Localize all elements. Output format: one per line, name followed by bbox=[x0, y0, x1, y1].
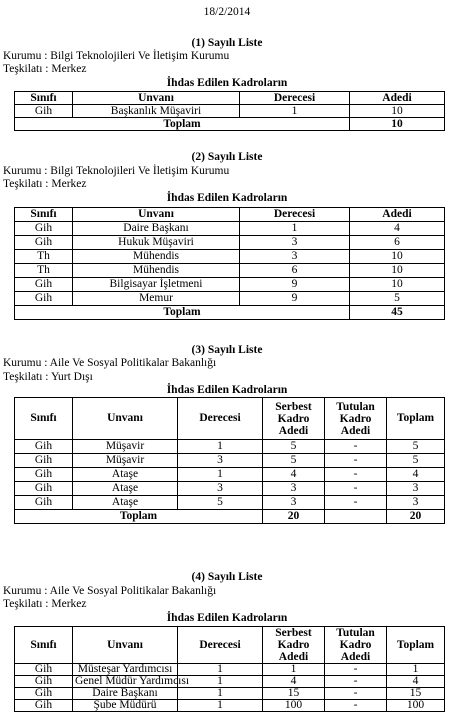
table-cell: Müsteşar Yardımcısı bbox=[73, 664, 178, 676]
list-3-kurum: Kurumu : Aile Ve Sosyal Politikalar Bakanlığı bbox=[3, 357, 217, 369]
table-cell: 3 bbox=[178, 454, 263, 468]
table-cell: 6 bbox=[240, 264, 350, 278]
header-cell: Tutulan Kadro Adedi bbox=[325, 627, 387, 664]
header-cell: Sınıfı bbox=[15, 208, 73, 222]
table-cell: Th bbox=[15, 264, 73, 278]
table-cell: 3 bbox=[263, 482, 325, 496]
table-cell: Ataşe bbox=[73, 496, 178, 510]
table-cell: Gih bbox=[15, 292, 73, 306]
table-cell: Gih bbox=[15, 496, 73, 510]
table-cell: Hukuk Müşaviri bbox=[73, 236, 240, 250]
document-date: 18/2/2014 bbox=[203, 6, 251, 18]
header-cell: Adedi bbox=[350, 208, 445, 222]
table-cell: Th bbox=[15, 250, 73, 264]
list-2-teskilat: Teşkilatı : Merkez bbox=[3, 178, 87, 190]
header-cell: Toplam bbox=[387, 398, 445, 440]
table-cell: 100 bbox=[263, 700, 325, 712]
table-cell: Daire Başkanı bbox=[73, 222, 240, 236]
table-cell: 4 bbox=[387, 676, 445, 688]
table-cell: 1 bbox=[178, 676, 263, 688]
table-cell: 3 bbox=[240, 236, 350, 250]
table-row bbox=[15, 482, 445, 496]
table-row bbox=[15, 700, 445, 712]
table-cell: - bbox=[325, 482, 387, 496]
table-cell: 10 bbox=[350, 264, 445, 278]
table-row bbox=[15, 250, 445, 264]
table-cell: Daire Başkanı bbox=[73, 688, 178, 700]
table-cell: 3 bbox=[387, 496, 445, 510]
header-cell: Sınıfı bbox=[15, 92, 73, 105]
table-row bbox=[15, 676, 445, 688]
table-cell: Gih bbox=[15, 440, 73, 454]
list-2-subtitle: İhdas Edilen Kadroların bbox=[166, 192, 288, 204]
table-cell: Gih bbox=[15, 676, 73, 688]
list-4-subtitle: İhdas Edilen Kadroların bbox=[166, 612, 288, 624]
list-3-title: (3) Sayılı Liste bbox=[191, 344, 263, 356]
table-row bbox=[15, 278, 445, 292]
table-cell: 5 bbox=[387, 440, 445, 454]
header-cell: Unvanı bbox=[73, 398, 178, 440]
table-row bbox=[15, 688, 445, 700]
header-cell: Serbest Kadro Adedi bbox=[263, 398, 325, 440]
table-cell: Ataşe bbox=[73, 468, 178, 482]
table-cell: 10 bbox=[350, 278, 445, 292]
total-label: Toplam bbox=[15, 510, 263, 524]
total-value: 45 bbox=[350, 306, 445, 320]
table-cell: Mühendis bbox=[73, 264, 240, 278]
list-4-table bbox=[14, 626, 445, 712]
table-row bbox=[15, 440, 445, 454]
header-cell: Derecesi bbox=[240, 208, 350, 222]
table-cell: Gih bbox=[15, 468, 73, 482]
table-row bbox=[15, 264, 445, 278]
header-cell: Adedi bbox=[350, 92, 445, 105]
table-cell: 4 bbox=[263, 676, 325, 688]
header-cell: Unvanı bbox=[73, 92, 240, 105]
table-header-row bbox=[15, 627, 445, 664]
total-value bbox=[325, 510, 387, 524]
table-cell: 1 bbox=[240, 105, 350, 118]
table-cell: 1 bbox=[178, 688, 263, 700]
table-cell: 15 bbox=[263, 688, 325, 700]
table-cell: Gih bbox=[15, 105, 73, 118]
list-1-subtitle: İhdas Edilen Kadroların bbox=[166, 77, 288, 89]
table-cell: Ataşe bbox=[73, 482, 178, 496]
table-cell: 4 bbox=[263, 468, 325, 482]
list-3-subtitle: İhdas Edilen Kadroların bbox=[166, 384, 288, 396]
header-cell: Derecesi bbox=[240, 92, 350, 105]
table-cell: Gih bbox=[15, 236, 73, 250]
table-cell: Gih bbox=[15, 222, 73, 236]
table-header-row bbox=[15, 398, 445, 440]
table-row bbox=[15, 222, 445, 236]
table-cell: Gih bbox=[15, 700, 73, 712]
table-row bbox=[15, 664, 445, 676]
header-cell: Unvanı bbox=[73, 627, 178, 664]
table-row bbox=[15, 105, 445, 118]
table-cell: 100 bbox=[387, 700, 445, 712]
table-header-row bbox=[15, 208, 445, 222]
table-cell: Genel Müdür Yardımcısı bbox=[73, 676, 178, 688]
table-cell: 9 bbox=[240, 278, 350, 292]
table-cell: 1 bbox=[263, 664, 325, 676]
list-2-title: (2) Sayılı Liste bbox=[191, 151, 263, 163]
total-value: 20 bbox=[263, 510, 325, 524]
table-cell: Gih bbox=[15, 278, 73, 292]
table-cell: Gih bbox=[15, 664, 73, 676]
list-4-kurum: Kurumu : Aile Ve Sosyal Politikalar Bakanlığı bbox=[3, 585, 217, 597]
table-cell: 5 bbox=[350, 292, 445, 306]
table-header-row bbox=[15, 92, 445, 105]
list-2-table bbox=[14, 207, 445, 320]
table-cell: 3 bbox=[178, 482, 263, 496]
table-cell: - bbox=[325, 664, 387, 676]
table-cell: 1 bbox=[240, 222, 350, 236]
table-total-row bbox=[15, 118, 445, 131]
table-cell: Müşavir bbox=[73, 440, 178, 454]
table-cell: Gih bbox=[15, 454, 73, 468]
table-cell: - bbox=[325, 440, 387, 454]
table-cell: - bbox=[325, 496, 387, 510]
table-cell: Şube Müdürü bbox=[73, 700, 178, 712]
table-cell: Başkanlık Müşaviri bbox=[73, 105, 240, 118]
table-cell: 10 bbox=[350, 105, 445, 118]
list-1-table bbox=[14, 91, 445, 131]
list-3-teskilat: Teşkilatı : Yurt Dışı bbox=[3, 371, 93, 383]
table-cell: 5 bbox=[263, 454, 325, 468]
table-cell: Memur bbox=[73, 292, 240, 306]
table-cell: 1 bbox=[178, 664, 263, 676]
table-cell: 6 bbox=[350, 236, 445, 250]
table-cell: 5 bbox=[178, 496, 263, 510]
table-cell: 3 bbox=[387, 482, 445, 496]
list-4-title: (4) Sayılı Liste bbox=[191, 571, 263, 583]
header-cell: Derecesi bbox=[178, 398, 263, 440]
table-cell: 3 bbox=[240, 250, 350, 264]
header-cell: Toplam bbox=[387, 627, 445, 664]
table-cell: 1 bbox=[387, 664, 445, 676]
header-cell: Serbest Kadro Adedi bbox=[263, 627, 325, 664]
list-4-teskilat: Teşkilatı : Merkez bbox=[3, 598, 87, 610]
list-1-kurum: Kurumu : Bilgi Teknolojileri Ve İletişim Kurumu bbox=[3, 50, 230, 62]
table-cell: 4 bbox=[387, 468, 445, 482]
table-cell: 1 bbox=[178, 700, 263, 712]
table-row bbox=[15, 292, 445, 306]
table-cell: Bilgisayar İşletmeni bbox=[73, 278, 240, 292]
list-3-table bbox=[14, 397, 445, 524]
header-cell: Sınıfı bbox=[15, 398, 73, 440]
table-total-row bbox=[15, 510, 445, 524]
table-cell: Müşavir bbox=[73, 454, 178, 468]
table-cell: - bbox=[325, 688, 387, 700]
total-value: 20 bbox=[387, 510, 445, 524]
header-cell: Tutulan Kadro Adedi bbox=[325, 398, 387, 440]
table-cell: 1 bbox=[178, 440, 263, 454]
table-cell: Gih bbox=[15, 688, 73, 700]
table-cell: 10 bbox=[350, 250, 445, 264]
table-cell: - bbox=[325, 676, 387, 688]
table-cell: 3 bbox=[263, 496, 325, 510]
table-cell: 1 bbox=[178, 468, 263, 482]
table-cell: 15 bbox=[387, 688, 445, 700]
table-row bbox=[15, 468, 445, 482]
table-row bbox=[15, 236, 445, 250]
table-cell: 9 bbox=[240, 292, 350, 306]
list-1-title: (1) Sayılı Liste bbox=[191, 37, 263, 49]
table-cell: 5 bbox=[263, 440, 325, 454]
table-cell: 5 bbox=[387, 454, 445, 468]
table-row bbox=[15, 496, 445, 510]
header-cell: Derecesi bbox=[178, 627, 263, 664]
header-cell: Sınıfı bbox=[15, 627, 73, 664]
total-label: Toplam bbox=[15, 306, 350, 320]
table-cell: - bbox=[325, 700, 387, 712]
table-row bbox=[15, 454, 445, 468]
table-cell: Mühendis bbox=[73, 250, 240, 264]
list-2-kurum: Kurumu : Bilgi Teknolojileri Ve İletişim Kurumu bbox=[3, 165, 230, 177]
header-cell: Unvanı bbox=[73, 208, 240, 222]
total-label: Toplam bbox=[15, 118, 350, 131]
table-cell: - bbox=[325, 454, 387, 468]
table-cell: Gih bbox=[15, 482, 73, 496]
table-cell: 4 bbox=[350, 222, 445, 236]
total-value: 10 bbox=[350, 118, 445, 131]
table-cell: - bbox=[325, 468, 387, 482]
list-1-teskilat: Teşkilatı : Merkez bbox=[3, 63, 87, 75]
table-total-row bbox=[15, 306, 445, 320]
